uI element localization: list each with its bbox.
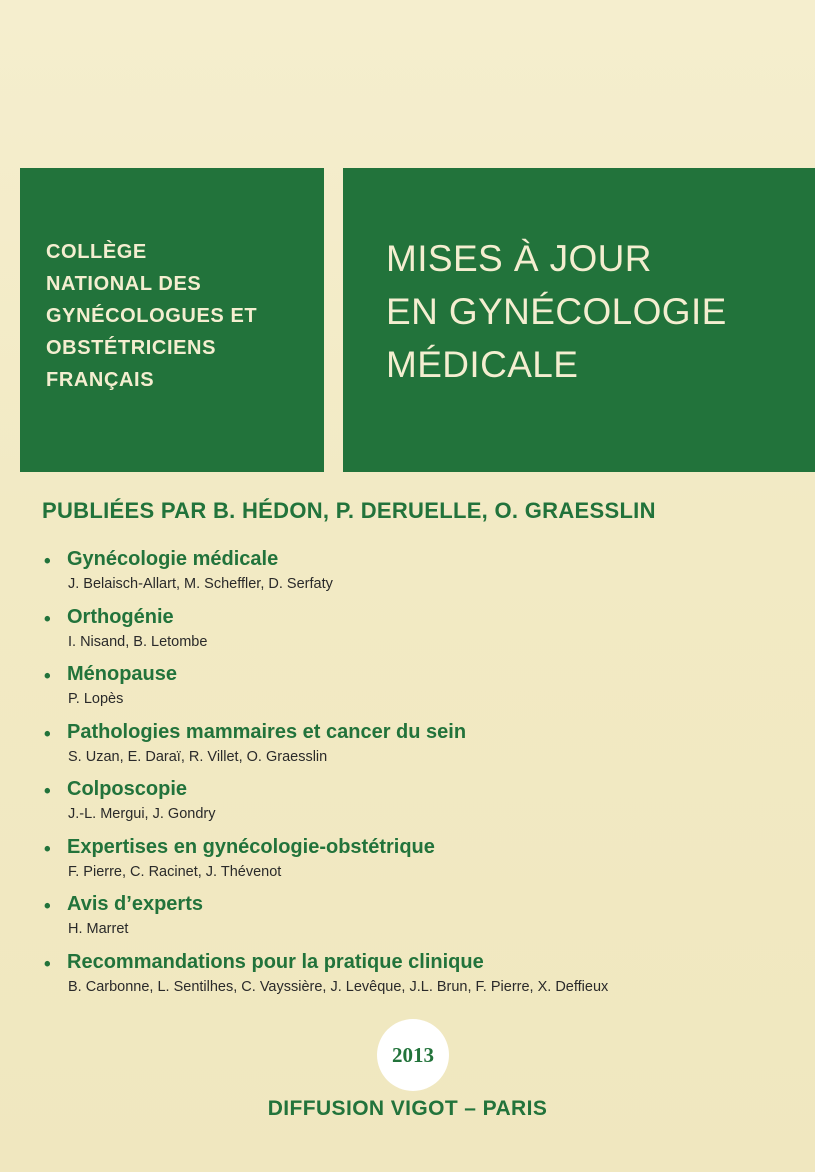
topic-title: Orthogénie [67,605,174,628]
topic-authors: F. Pierre, C. Racinet, J. Thévenot [68,863,282,880]
topic-title: Avis d’experts [67,893,203,915]
bullet-icon: • [44,953,51,975]
topic-title: Pathologies mammaires et cancer du sein [67,720,467,743]
bullet-icon: • [44,838,51,860]
college-name-line: COLLÈGE [46,241,147,263]
book-title-line: MÉDICALE [386,344,579,385]
topic-authors: P. Lopès [68,691,124,707]
bullet-icon: • [44,781,51,802]
book-title-line: EN GYNÉCOLOGIE [386,291,727,332]
topic-authors: I. Nisand, B. Letombe [68,633,208,650]
topic-authors: H. Marret [68,921,129,937]
topic-item [44,893,804,951]
bullet-icon: • [44,896,51,917]
topic-item [44,951,804,1009]
topic-authors: S. Uzan, E. Daraï, R. Villet, O. Graesslin [68,748,328,765]
topic-title: Expertises en gynécologie-obstétrique [67,835,435,858]
bullet-icon: • [44,551,51,572]
topic-list [44,548,804,1008]
bullet-icon: • [44,608,51,630]
topic-item [44,778,804,836]
topic-title: Recommandations pour la pratique clinique [67,950,484,973]
publisher-name: DIFFUSION VIGOT – PARIS [267,1097,548,1120]
topic-authors: B. Carbonne, L. Sentilhes, C. Vayssière, J. Levêque, J.L. Brun, F. Pierre, X. Deffieux [68,978,609,995]
book-title-line: MISES À JOUR [386,238,652,279]
college-name-line: NATIONAL DES [46,273,202,295]
topic-item [44,663,804,721]
bullet-icon: • [44,723,51,745]
bullet-icon: • [44,666,51,687]
title-panel [343,168,815,472]
topic-item [44,721,804,779]
college-name-line: GYNÉCOLOGUES ET [46,305,258,327]
editors-line: PUBLIÉES PAR B. HÉDON, P. DERUELLE, O. GRAESSLIN [42,498,656,523]
year-badge [377,1019,449,1091]
year-label: 2013 [392,1042,434,1067]
topic-title: Colposcopie [67,778,188,800]
topic-title: Gynécologie médicale [67,548,279,570]
college-name-line: OBSTÉTRICIENS [46,337,217,359]
college-name-line: FRANÇAIS [46,369,155,391]
publisher-panel [20,168,324,472]
topic-title: Ménopause [67,663,178,685]
topic-item [44,548,804,606]
topic-authors: J. Belaisch-Allart, M. Scheffler, D. Serfaty [68,576,333,592]
college-name [46,236,316,396]
topic-item [44,836,804,894]
topic-authors: J.-L. Mergui, J. Gondry [68,806,216,822]
topic-item [44,606,804,664]
book-title [386,232,806,391]
